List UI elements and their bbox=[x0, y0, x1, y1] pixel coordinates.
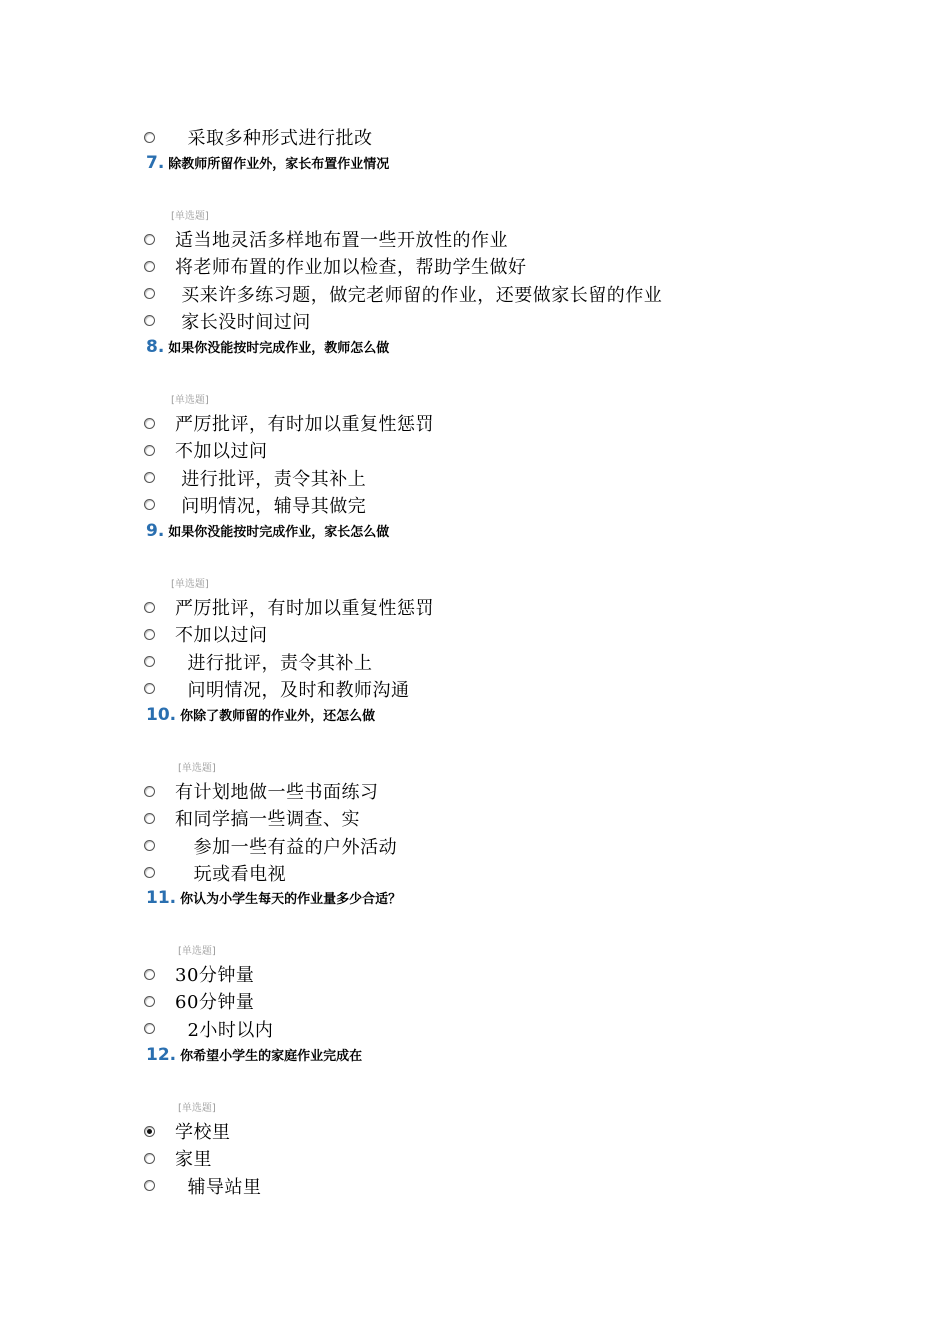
option-row[interactable] bbox=[144, 861, 286, 885]
option-label: 辅导站里 bbox=[175, 1176, 262, 1198]
option-label: 进行批评，责令其补上 bbox=[175, 468, 367, 490]
option-row[interactable] bbox=[144, 962, 254, 986]
radio-button[interactable] bbox=[144, 683, 155, 694]
option-label: 采取多种形式进行批改 bbox=[175, 128, 373, 149]
option-label: 家里 bbox=[175, 1149, 212, 1171]
radio-button[interactable] bbox=[144, 813, 155, 824]
option-label: 60分钟量 bbox=[175, 992, 255, 1014]
radio-button[interactable] bbox=[144, 132, 155, 143]
question-type-tag: [单选题] bbox=[171, 211, 209, 222]
question-title bbox=[146, 888, 401, 908]
question-title bbox=[146, 1045, 362, 1065]
question-type-tag: [单选题] bbox=[178, 1103, 216, 1114]
option-row[interactable] bbox=[144, 595, 434, 619]
question-text: 如果你没能按时完成作业，家长怎么做 bbox=[168, 525, 390, 540]
question-type-tag: [单选题] bbox=[178, 763, 216, 774]
option-row[interactable] bbox=[144, 779, 379, 803]
question-type-tag: [单选题] bbox=[171, 395, 209, 406]
option-row[interactable] bbox=[144, 493, 366, 517]
option-row[interactable] bbox=[144, 989, 254, 1013]
option-row[interactable] bbox=[144, 282, 662, 306]
question-number: 8. bbox=[146, 337, 165, 357]
question-text: 你希望小学生的家庭作业完成在 bbox=[180, 1049, 363, 1064]
option-row[interactable] bbox=[144, 438, 268, 462]
radio-button[interactable] bbox=[144, 867, 155, 878]
option-row[interactable] bbox=[144, 466, 366, 490]
question-number: 10. bbox=[146, 705, 177, 725]
option-row[interactable] bbox=[144, 125, 372, 149]
option-label: 玩或看电视 bbox=[175, 863, 287, 885]
option-label: 进行批评，责令其补上 bbox=[175, 652, 373, 674]
option-label: 严厉批评，有时加以重复性惩罚 bbox=[175, 414, 434, 435]
question-number: 9. bbox=[146, 521, 165, 541]
option-label: 30分钟量 bbox=[175, 965, 255, 986]
radio-button[interactable] bbox=[144, 445, 155, 456]
question-text: 你认为小学生每天的作业量多少合适？ bbox=[180, 892, 402, 907]
question-number: 12. bbox=[146, 1045, 177, 1065]
option-row[interactable] bbox=[144, 1119, 231, 1143]
option-label: 问明情况，辅导其做完 bbox=[175, 495, 367, 517]
question-title bbox=[146, 705, 375, 725]
question-number: 11. bbox=[146, 888, 177, 908]
question-title bbox=[146, 521, 389, 541]
option-row[interactable] bbox=[144, 1174, 261, 1198]
question-type-tag: [单选题] bbox=[171, 579, 209, 590]
radio-checked-icon[interactable] bbox=[144, 1126, 155, 1137]
question-text: 除教师所留作业外，家长布置作业情况 bbox=[168, 157, 390, 172]
question-text: 你除了教师留的作业外，还怎么做 bbox=[180, 709, 376, 724]
radio-button[interactable] bbox=[144, 472, 155, 483]
option-label: 2小时以内 bbox=[175, 1019, 274, 1041]
radio-button[interactable] bbox=[144, 1153, 155, 1164]
question-text: 如果你没能按时完成作业，教师怎么做 bbox=[168, 341, 390, 356]
radio-button[interactable] bbox=[144, 499, 155, 510]
radio-button[interactable] bbox=[144, 786, 155, 797]
option-label: 家长没时间过问 bbox=[175, 311, 311, 333]
option-row[interactable] bbox=[144, 834, 397, 858]
option-row[interactable] bbox=[144, 622, 268, 646]
radio-button[interactable] bbox=[144, 1023, 155, 1034]
radio-button[interactable] bbox=[144, 418, 155, 429]
question-type-tag: [单选题] bbox=[178, 946, 216, 957]
option-label: 适当地灵活多样地布置一些开放性的作业 bbox=[175, 230, 508, 251]
radio-button[interactable] bbox=[144, 969, 155, 980]
option-row[interactable] bbox=[144, 1017, 273, 1041]
option-row[interactable] bbox=[144, 806, 360, 830]
radio-button[interactable] bbox=[144, 629, 155, 640]
radio-button[interactable] bbox=[144, 261, 155, 272]
option-label: 和同学搞一些调查、实 bbox=[175, 809, 360, 831]
radio-button[interactable] bbox=[144, 234, 155, 245]
option-row[interactable] bbox=[144, 411, 434, 435]
radio-button[interactable] bbox=[144, 602, 155, 613]
option-label: 问明情况，及时和教师沟通 bbox=[175, 679, 410, 701]
option-label: 学校里 bbox=[175, 1122, 231, 1143]
option-label: 将老师布置的作业加以检查，帮助学生做好 bbox=[175, 257, 527, 279]
option-row[interactable] bbox=[144, 309, 311, 333]
option-row[interactable] bbox=[144, 254, 527, 278]
option-label: 参加一些有益的户外活动 bbox=[175, 836, 398, 858]
question-title bbox=[146, 337, 389, 357]
radio-button[interactable] bbox=[144, 996, 155, 1007]
option-row[interactable] bbox=[144, 677, 409, 701]
option-row[interactable] bbox=[144, 650, 372, 674]
option-label: 不加以过问 bbox=[175, 441, 268, 463]
option-row[interactable] bbox=[144, 1146, 212, 1170]
question-number: 7. bbox=[146, 153, 165, 173]
radio-button[interactable] bbox=[144, 1180, 155, 1191]
radio-button[interactable] bbox=[144, 656, 155, 667]
option-row[interactable] bbox=[144, 227, 508, 251]
radio-button[interactable] bbox=[144, 315, 155, 326]
option-label: 不加以过问 bbox=[175, 625, 268, 647]
radio-button[interactable] bbox=[144, 288, 155, 299]
option-label: 买来许多练习题，做完老师留的作业，还要做家长留的作业 bbox=[175, 284, 663, 306]
option-label: 严厉批评，有时加以重复性惩罚 bbox=[175, 598, 434, 619]
radio-button[interactable] bbox=[144, 840, 155, 851]
question-title bbox=[146, 153, 389, 173]
option-label: 有计划地做一些书面练习 bbox=[175, 782, 379, 803]
